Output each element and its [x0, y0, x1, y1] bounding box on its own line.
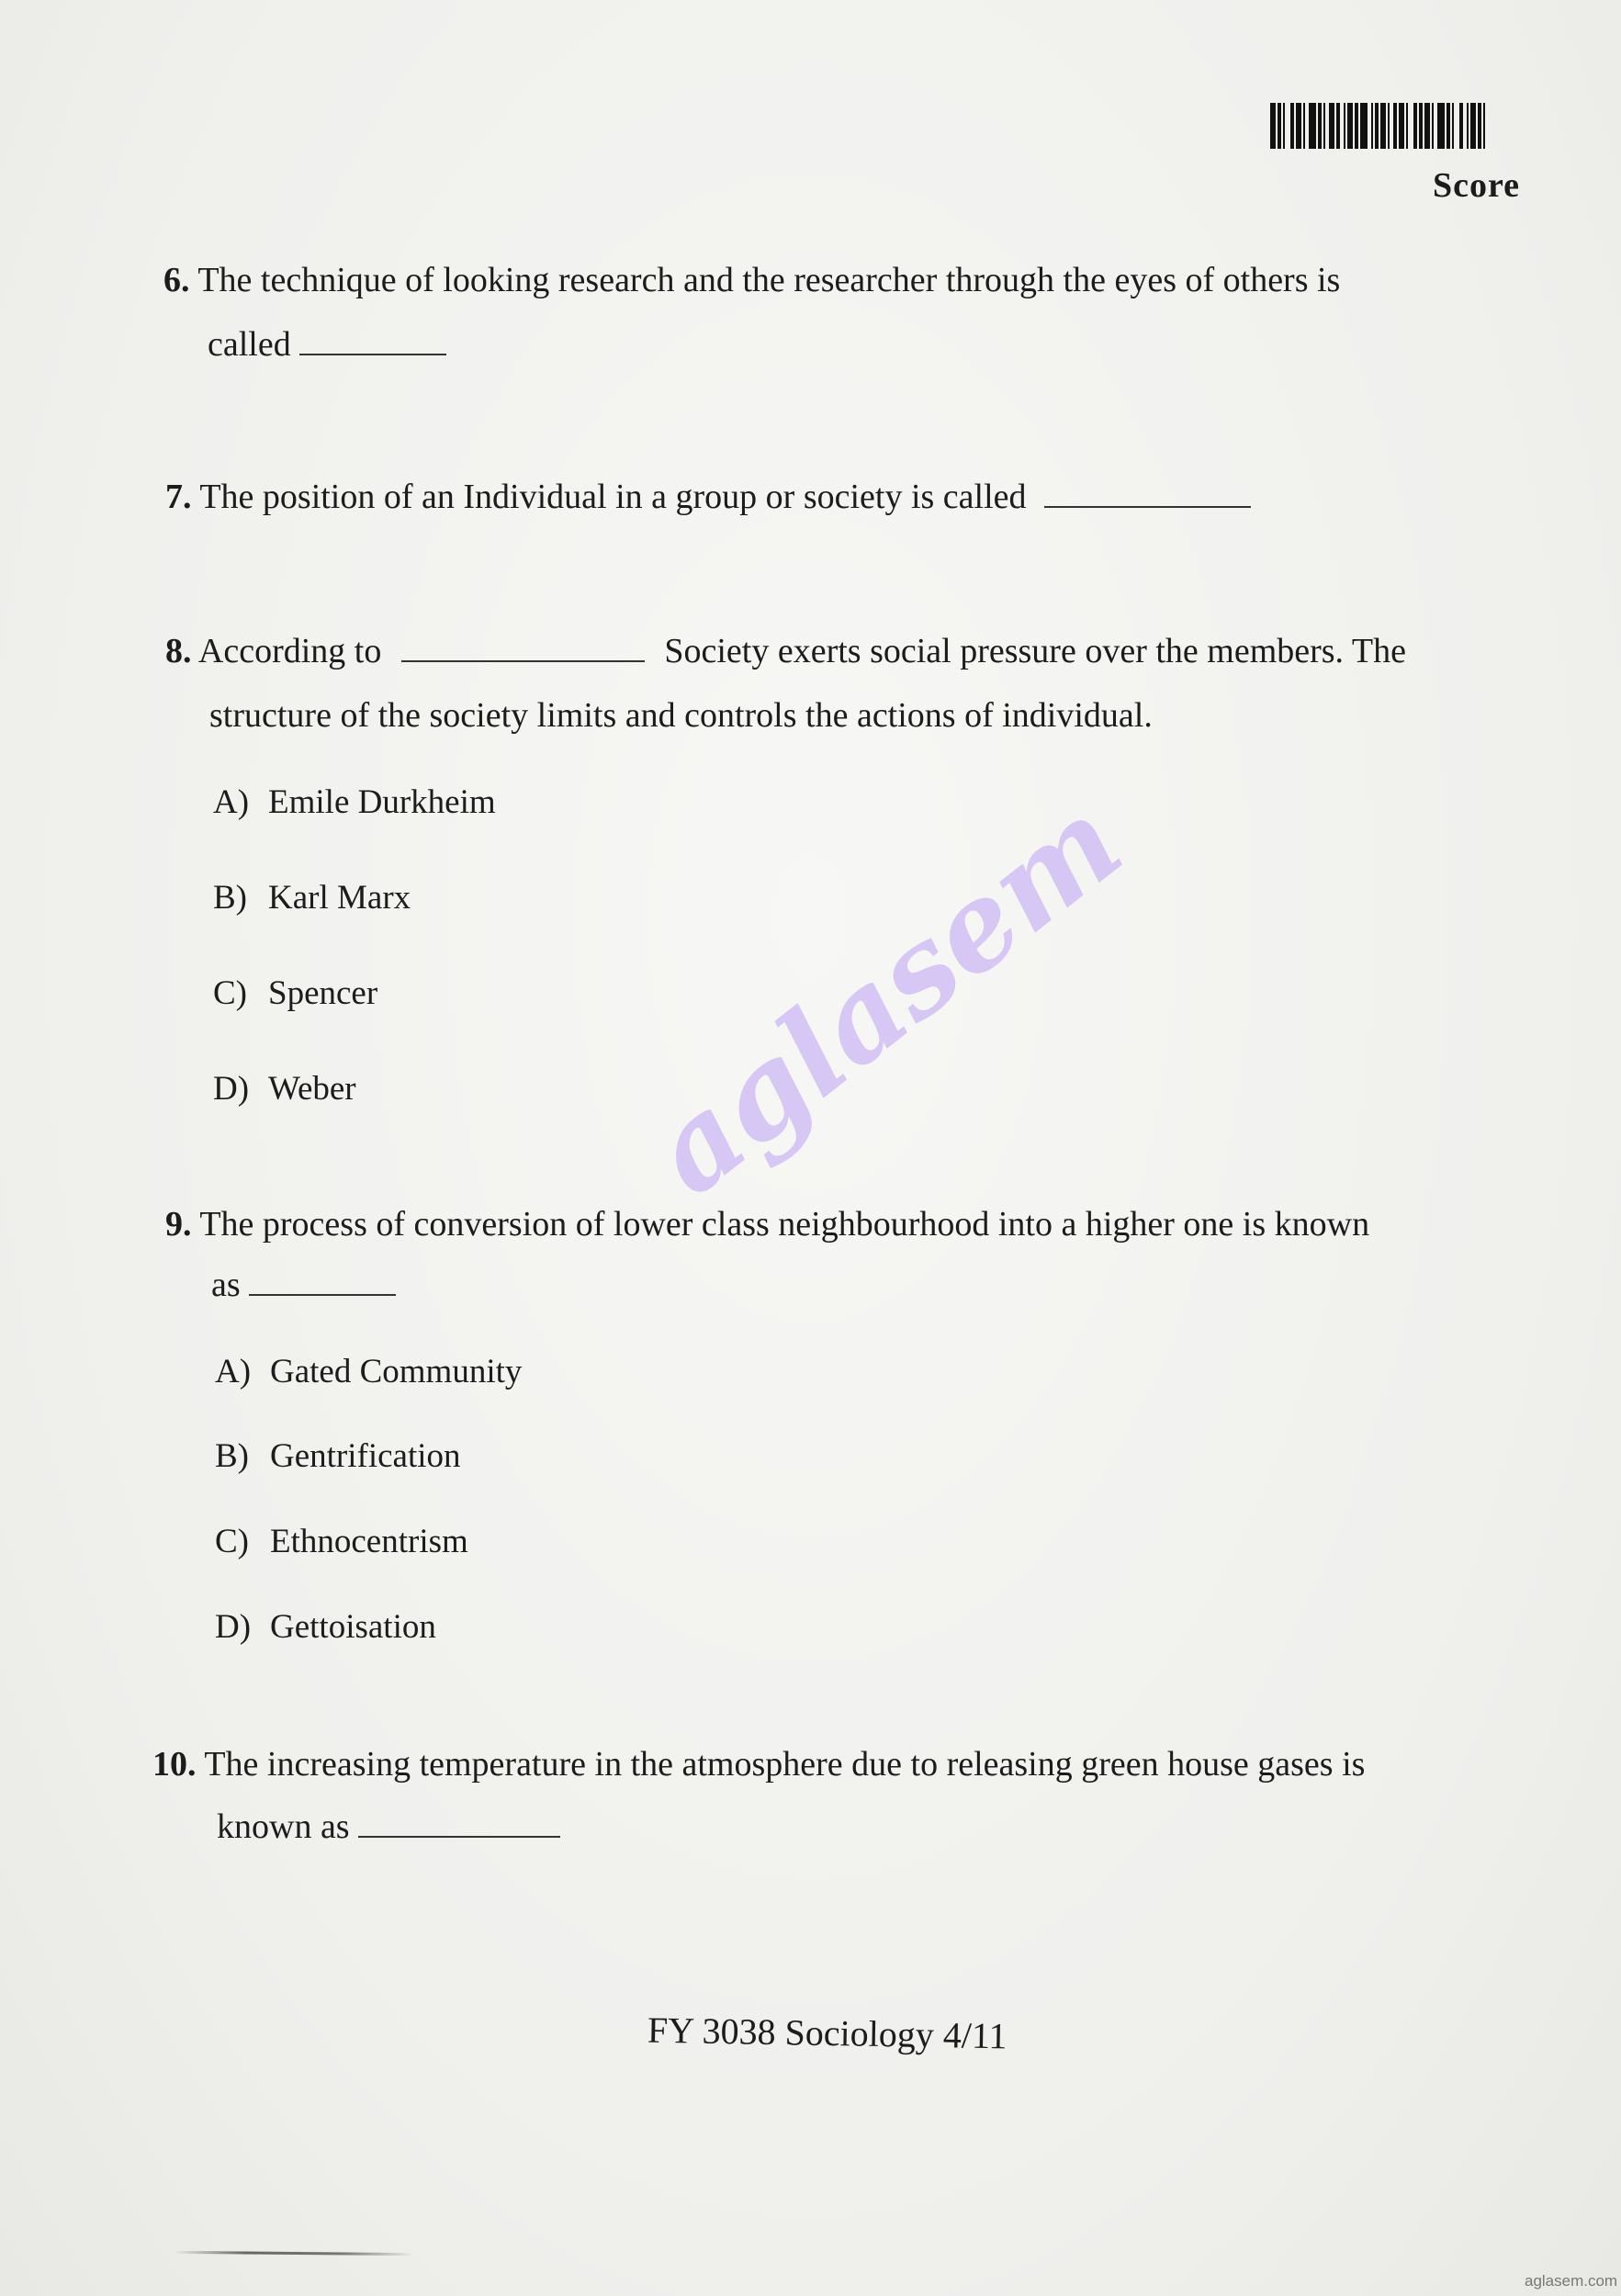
answer-blank	[1044, 478, 1251, 508]
option-text: Gettoisation	[270, 1608, 436, 1646]
scan-mark	[174, 2251, 413, 2256]
option-text: Emile Durkheim	[268, 783, 496, 821]
site-credit: aglasem.com	[1525, 2272, 1618, 2290]
question-number: 8.	[165, 632, 192, 670]
question-text: According to	[197, 632, 382, 670]
question-9-line2	[211, 1255, 396, 1315]
option-label: C)	[215, 1523, 249, 1560]
option-label: D)	[215, 1608, 252, 1646]
question-number: 6.	[163, 261, 190, 299]
question-8	[165, 621, 1406, 681]
question-9	[165, 1194, 1369, 1255]
question-text: as	[211, 1266, 241, 1304]
option-c[interactable]	[215, 1522, 468, 1561]
question-number: 10.	[152, 1745, 197, 1784]
answer-blank	[401, 633, 645, 662]
question-text: The process of conversion of lower class neighbourhood into a higher one is known	[199, 1205, 1370, 1244]
question-text: structure of the society limits and controls the actions of individual.	[209, 696, 1153, 735]
option-text: Weber	[268, 1070, 356, 1108]
option-label: D)	[213, 1070, 250, 1108]
question-10	[152, 1734, 1365, 1795]
option-d[interactable]	[215, 1607, 436, 1647]
option-label: C)	[213, 974, 247, 1012]
option-d[interactable]	[213, 1069, 356, 1109]
option-text: Gentrification	[270, 1437, 461, 1475]
question-10-line2	[217, 1796, 560, 1857]
option-c[interactable]	[213, 974, 377, 1013]
page-footer: FY 3038 Sociology 4/11	[647, 2009, 1007, 2057]
question-text: called	[208, 325, 291, 364]
watermark: aglasem	[625, 771, 1147, 1222]
question-6-line2	[208, 314, 446, 375]
option-label: B)	[215, 1437, 249, 1475]
question-number: 9.	[165, 1205, 192, 1244]
option-a[interactable]	[213, 782, 496, 822]
option-b[interactable]	[213, 878, 411, 917]
score-label: Score	[1433, 166, 1521, 205]
option-text: Ethnocentrism	[270, 1523, 468, 1560]
option-text: Spencer	[268, 974, 378, 1012]
question-7	[165, 467, 1251, 527]
option-label: B)	[213, 879, 247, 917]
answer-blank	[299, 326, 446, 355]
question-text: known as	[217, 1807, 350, 1846]
barcode-image	[1270, 103, 1537, 149]
question-number: 7.	[165, 478, 192, 516]
option-b[interactable]	[215, 1436, 461, 1476]
question-8-line2	[209, 685, 1153, 746]
question-6	[163, 250, 1340, 310]
answer-blank	[249, 1266, 396, 1296]
question-text: The position of an Individual in a group or society is called	[199, 478, 1027, 516]
question-text: Society exerts social pressure over the members. The	[664, 632, 1406, 670]
answer-blank	[358, 1808, 560, 1838]
option-text: Gated Community	[270, 1353, 523, 1390]
option-label: A)	[213, 783, 250, 821]
option-a[interactable]	[215, 1352, 522, 1391]
option-label: A)	[215, 1353, 252, 1390]
question-text: The technique of looking research and the researcher through the eyes of others is	[197, 261, 1341, 299]
option-text: Karl Marx	[268, 879, 411, 917]
question-text: The increasing temperature in the atmosphere due to releasing green house gases is	[204, 1745, 1366, 1784]
